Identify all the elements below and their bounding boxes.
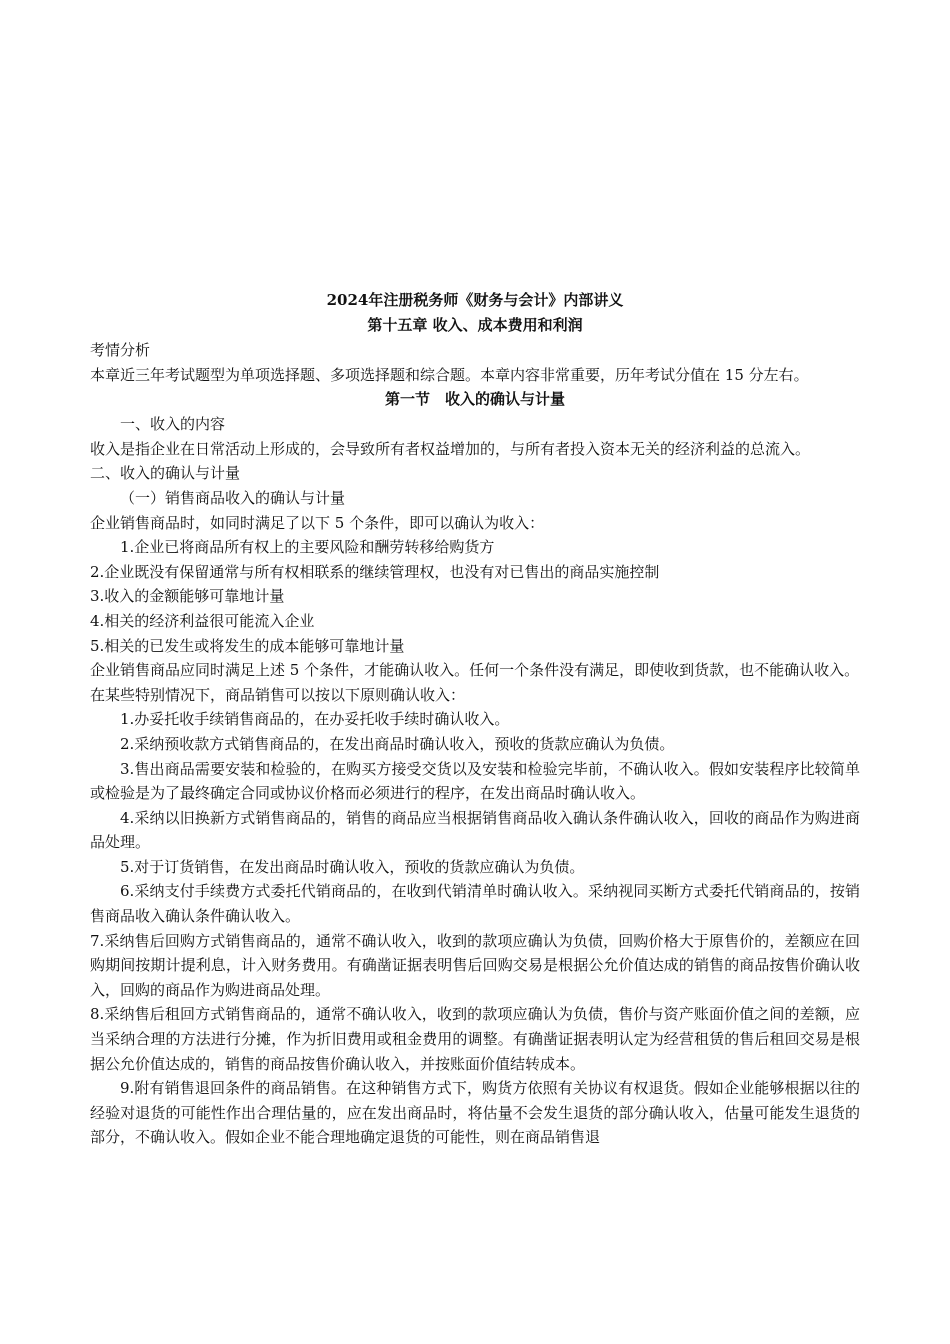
condition-item: 3.收入的金额能够可靠地计量	[90, 587, 285, 606]
document-page	[90, 288, 860, 1150]
special-rule-item: 7.采纳售后回购方式销售商品的，通常不确认收入，收到的款项应确认为负债，回购价格大于原售价的，差额应在回购期间按期计提利息，计入财务费用。有确凿证据表明售后回购交易是根据公允价值达成的销售的商品按售价确认收入，回购的商品作为购进商品处理。	[90, 931, 860, 999]
paragraph-special-intro: 在某些特别情况下，商品销售可以按以下原则确认收入：	[90, 685, 466, 704]
condition-item: 2.企业既没有保留通常与所有权相联系的继续管理权，也没有对已售出的商品实施控制	[90, 562, 660, 581]
special-rule-item: 1.办妥托收手续销售商品的，在办妥托收手续时确认收入。	[120, 710, 510, 729]
heading-recognition: 二、收入的确认与计量	[90, 464, 241, 483]
special-rule-item: 8.采纳售后租回方式销售商品的，通常不确认收入，收到的款项应确认为负债，售价与资产账面价值之间的差额，应当采纳合理的方法进行分摊，作为折旧费用或租金费用的调整。有确凿证据表明认定为经营租赁的售后租回交易是根据公允价值达成的，销售的商品按售价确认收入，并按账面价值结转成本。	[90, 1005, 860, 1073]
subheading-goods-sale: （一）销售商品收入的确认与计量	[120, 488, 346, 507]
condition-item: 1.企业已将商品所有权上的主要风险和酬劳转移给购货方	[120, 538, 495, 557]
paragraph-conditions-note: 企业销售商品应同时满足上述 5 个条件，才能确认收入。任何一个条件没有满足，即使收到货款，也不能确认收入。	[90, 661, 860, 680]
chapter-title: 第十五章 收入、成本费用和利润	[367, 316, 583, 334]
analysis-text: 本章近三年考试题型为单项选择题、多项选择题和综合题。本章内容非常重要，历年考试分值在 15 分左右。	[90, 365, 809, 384]
condition-item: 4.相关的经济利益很可能流入企业	[90, 611, 315, 630]
heading-income-content: 一、收入的内容	[120, 415, 226, 434]
special-rule-item: 6.采纳支付手续费方式委托代销商品的，在收到代销清单时确认收入。采纳视同买断方式委托代销商品的，按销售商品收入确认条件确认收入。	[90, 882, 860, 926]
special-rule-item: 5.对于订货销售，在发出商品时确认收入，预收的货款应确认为负债。	[120, 857, 585, 876]
paragraph-conditions-intro: 企业销售商品时，如同时满足了以下 5 个条件，即可以确认为收入：	[90, 513, 545, 532]
paragraph-income-definition: 收入是指企业在日常活动上形成的，会导致所有者权益增加的，与所有者投入资本无关的经济利益的总流入。	[90, 439, 811, 458]
special-rule-item: 3.售出商品需要安装和检验的，在购买方接受交货以及安装和检验完毕前，不确认收入。假如安装程序比较简单或检验是为了最终确定合同或协议价格而必须进行的程序，在发出商品时确认收入。	[90, 759, 860, 803]
special-rule-item: 9.附有销售退回条件的商品销售。在这种销售方式下，购货方依照有关协议有权退货。假如企业能够根据以往的经验对退货的可能性作出合理估量的，应在发出商品时，将估量不会发生退货的部分确认收入，估量可能发生退货的部分，不确认收入。假如企业不能合理地确定退货的可能性，则在商品销售退	[90, 1079, 860, 1147]
document-title: 2024年注册税务师《财务与会计》内部讲义	[326, 291, 624, 309]
section-title: 第一节 收入的确认与计量	[384, 390, 565, 409]
special-rule-item: 2.采纳预收款方式销售商品的，在发出商品时确认收入，预收的货款应确认为负债。	[120, 734, 675, 753]
special-rule-item: 4.采纳以旧换新方式销售商品的，销售的商品应当根据销售商品收入确认条件确认收入，回收的商品作为购进商品处理。	[90, 808, 860, 852]
analysis-heading: 考情分析	[90, 341, 151, 359]
condition-item: 5.相关的已发生或将发生的成本能够可靠地计量	[90, 636, 405, 655]
